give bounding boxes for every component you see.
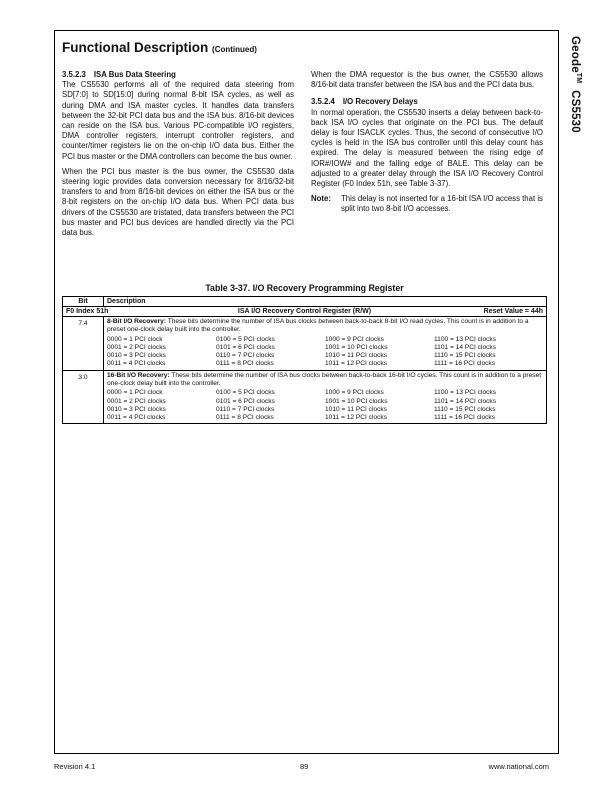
value-entry: 1100 = 13 PCI clocks [434,389,497,397]
register-header-row [63,307,547,317]
table-row [63,317,547,371]
value-entry: 1010 = 11 PCI clocks [325,405,388,413]
paragraph: In normal operation, the CS5530 inserts a delay between back-to-back ISA I/O cycles that originate on the PCI bus. The default delay is four ISACLK cycles. Thus, the second of consecutive I/O cycles is held in the ISA bus controller until this delay count has expired. The delay is measured between the rising edge of IOR#/IOW# and the falling edge of BALE. This delay can be adjusted to a greater delay through the ISA I/O Recovery Control Register (F0 Index 51h, see Table 3-37). [311,107,543,189]
value-entry: 1011 = 12 PCI clocks [325,360,388,368]
value-entry: 1111 = 16 PCI clocks [434,414,496,422]
value-entry: 0010 = 3 PCI clocks [107,352,166,360]
side-header-text [569,36,582,133]
table-header-row [63,297,547,307]
value-entry: 0101 = 6 PCI clocks [216,397,275,405]
section-heading-3523 [62,70,294,80]
paragraph: When the PCI bus master is the bus owner, the CS5530 data steering logic provides data conversion necessary for 8/16/32-bit transfers to and from 8/16-bit devices on either the ISA bus or the 8-bit registers on the on-chip I/O data bus. When PCI data bus drivers of the CS5530 are tristated, data transfers between the PCI bus master and PCI bus devices are handled directly via the PCI data bus. [62,166,294,238]
table-title: Table 3-37. I/O Recovery Programming Register [205,283,404,293]
value-entry: 0000 = 1 PCI clock [107,389,163,397]
footer-website: www.national.com [488,762,549,771]
value-entry: 0011 = 4 PCI clocks [107,360,166,368]
value-entry: 0100 = 5 PCI clocks [216,389,275,397]
col-header-description: Description [104,297,547,307]
description-cell [104,370,547,424]
section-number: 3.5.2.3 [62,70,86,79]
value-entry: 0001 = 2 PCI clocks [107,344,166,352]
left-column [62,70,294,243]
description-cell [104,317,547,371]
value-entry: 1011 = 12 PCI clocks [325,414,388,422]
value-entry: 0000 = 1 PCI clock [107,335,163,343]
col-header-bit: Bit [63,297,104,307]
table-row [63,370,547,424]
field-description [107,318,543,335]
note [311,194,543,214]
value-entry: 0111 = 8 PCI clocks [216,414,274,422]
value-entry: 1101 = 14 PCI clocks [434,397,497,405]
value-grid [107,336,543,369]
section-title: I/O Recovery Delays [342,97,418,107]
value-entry: 1101 = 14 PCI clocks [434,344,497,352]
field-name: 8-Bit I/O Recovery: [107,318,166,325]
bit-cell: 3:0 [63,370,104,424]
page-title-main: Functional Description [62,40,209,55]
page-title [62,40,257,55]
note-text: This delay is not inserted for a 16-bit ISA I/O access that is split into two 8-bit I/O accesses. [341,194,543,214]
value-entry: 1000 = 9 PCI clocks [325,389,384,397]
footer-page-number: 89 [300,762,309,771]
value-entry: 1000 = 9 PCI clocks [325,335,384,343]
value-entry: 1110 = 15 PCI clocks [434,352,496,360]
section-number: 3.5.2.4 [311,97,335,107]
value-entry: 1001 = 10 PCI clocks [325,344,388,352]
register-name: ISA I/O Recovery Control Register (R/W) [237,308,372,315]
field-text: These bits determine the number of ISA bus clocks between back-to-back 8-bit I/O read cycles. This count is in addition to a preset one-clock delay built into the controller. [107,318,529,334]
paragraph: The CS5530 performs all of the required data steering from SD[7:0] to SD[15:0] during normal 8-bit ISA cycles, as well as during DMA and ISA master cycles. It handles data transfers between the 32-bit PCI data bus and the ISA bus. 8/16-bit devices can reside on the ISA bus. Various PC-compatible I/O registers, DMA controller registers, interrupt controller registers, and counter/timer registers lie on the on-chip I/O data bus. Either the PCI bus master or the DMA controllers can become the bus owner. [62,80,294,161]
value-entry: 0111 = 8 PCI clocks [216,360,274,368]
section-title: ISA Bus Data Steering [93,70,176,79]
register-index: F0 Index 51h [66,308,109,315]
value-entry: 0110 = 7 PCI clocks [216,352,275,360]
right-column [311,70,543,215]
note-label: Note: [311,194,331,204]
value-entry: 0001 = 2 PCI clocks [107,397,166,405]
value-entry: 0010 = 3 PCI clocks [107,405,166,413]
value-entry: 0100 = 5 PCI clocks [216,335,275,343]
value-entry: 1001 = 10 PCI clocks [325,397,388,405]
register-table [62,296,547,424]
value-entry: 0101 = 6 PCI clocks [216,344,275,352]
register-header-cell [63,307,547,317]
paragraph: When the DMA requestor is the bus owner, the CS5530 allows 8/16-bit data transfer between the ISA bus and the PCI data bus. [311,70,543,90]
bit-cell: 7:4 [63,317,104,371]
field-description [107,372,543,389]
side-header [562,36,582,146]
value-entry: 1010 = 11 PCI clocks [325,352,388,360]
value-entry: 1100 = 13 PCI clocks [434,335,497,343]
value-grid [107,389,543,422]
page-title-continued: (Continued) [212,45,257,54]
footer-revision: Revision 4.1 [54,762,96,771]
part-number: CS5530 [569,90,582,133]
value-entry: 0110 = 7 PCI clocks [216,405,275,413]
brand-name: Geode [569,36,582,73]
register-reset-value: Reset Value = 44h [483,308,543,315]
field-text: These bits determine the number of ISA bus clocks between back-to-back 16-bit I/O cycles. This count is in addition to a preset one-clock delay built into the controller. [107,371,542,388]
field-name: 16-Bit I/O Recovery: [107,371,170,379]
value-entry: 1110 = 15 PCI clocks [434,405,496,413]
value-entry: 0011 = 4 PCI clocks [107,414,166,422]
value-entry: 1111 = 16 PCI clocks [434,360,496,368]
trademark: TM [575,72,582,84]
section-heading-3524 [311,97,543,107]
